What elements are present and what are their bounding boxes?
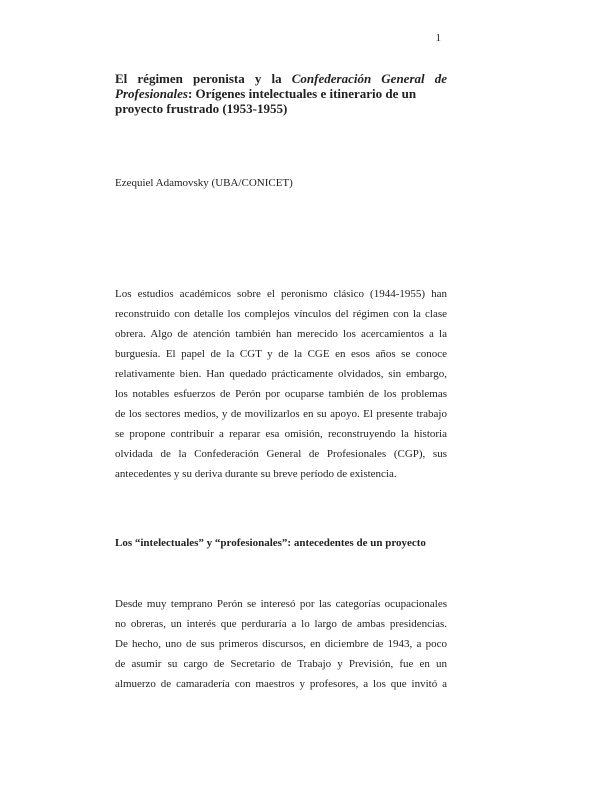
title-line-2 bbox=[115, 86, 447, 101]
text-line: burguesía. El papel de la CGT y de la CGE en esos años se conoce bbox=[115, 348, 447, 360]
text-line: almuerzo de camaradería con maestros y profesores, a los que invitó a bbox=[115, 678, 447, 690]
text-line: Los estudios académicos sobre el peronismo clásico (1944-1955) han bbox=[115, 288, 447, 300]
title-line1-italic: Confederación General de bbox=[291, 71, 448, 86]
text-line: de los sectores medios, y de movilizarlos en su apoyo. El presente trabajo bbox=[115, 408, 447, 420]
title-line1-roman: El régimen peronista y la bbox=[115, 71, 282, 86]
section-heading: Los “intelectuales” y “profesionales”: antecedentes de un proyecto bbox=[115, 537, 426, 549]
title-line-1 bbox=[115, 71, 447, 86]
title-line2-italic: Profesionales bbox=[115, 86, 188, 101]
text-line: antecedentes y su deriva durante su breve período de existencia. bbox=[115, 468, 397, 480]
paragraph-1 bbox=[115, 284, 447, 484]
text-line: relativamente bien. Han quedado prácticamente olvidados, sin embargo, bbox=[115, 368, 447, 380]
title-line2-roman: : Orígenes intelectuales e itinerario de un bbox=[187, 86, 417, 101]
article-title bbox=[115, 71, 447, 116]
text-line: De hecho, uno de sus primeros discursos, en diciembre de 1943, a poco bbox=[115, 638, 447, 650]
text-line: reconstruido con detalle los complejos vínculos del régimen con la clase bbox=[115, 308, 447, 320]
text-line: no obreras, un interés que perduraría a lo largo de ambas presidencias. bbox=[115, 618, 447, 630]
paragraph-2 bbox=[115, 594, 447, 694]
text-line: los notables esfuerzos de Perón por ocuparse también de los problemas bbox=[115, 388, 447, 400]
author-line: Ezequiel Adamovsky (UBA/CONICET) bbox=[115, 177, 293, 189]
page-number: 1 bbox=[435, 32, 441, 44]
text-line: de asumir su cargo de Secretario de Trabajo y Previsión, fue en un bbox=[115, 658, 447, 670]
text-line: obrera. Algo de atención también han merecido los acercamientos a la bbox=[115, 328, 447, 340]
text-line: se propone contribuir a reparar esa omisión, reconstruyendo la historia bbox=[115, 428, 447, 440]
text-line: olvidada de la Confederación General de Profesionales (CGP), sus bbox=[115, 448, 447, 460]
title-line-3: proyecto frustrado (1953-1955) bbox=[115, 101, 288, 116]
text-line: Desde muy temprano Perón se interesó por las categorías ocupacionales bbox=[115, 598, 447, 610]
